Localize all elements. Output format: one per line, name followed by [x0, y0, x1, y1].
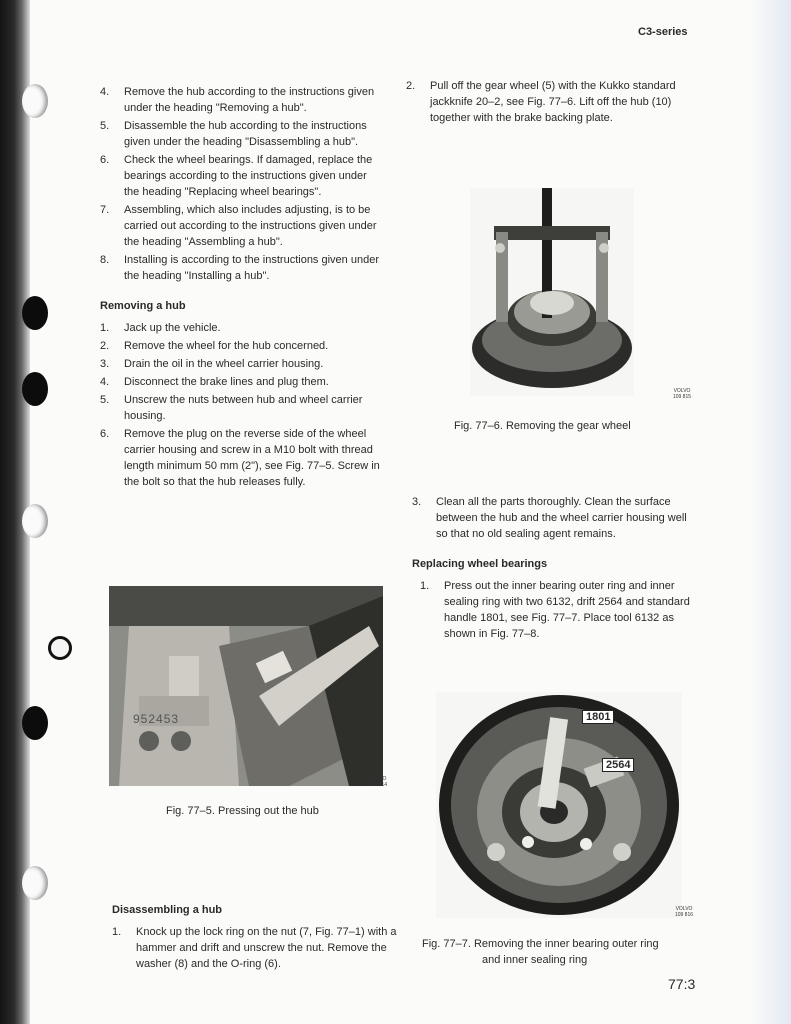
binder-ring [48, 636, 72, 660]
step-number: 4. [100, 376, 110, 388]
left-column-top [100, 84, 382, 492]
step-number: 1. [100, 322, 110, 334]
fig-77-5-photo [109, 586, 383, 786]
step-item [100, 84, 382, 116]
fig-77-7-caption-line1: Fig. 77–7. Removing the inner bearing outer ring [422, 938, 659, 950]
cleaning-steps-list [412, 494, 692, 542]
disassembling-hub-steps-list [112, 924, 398, 972]
step-number: 2. [100, 340, 110, 352]
step-item [420, 578, 692, 642]
step-item [406, 78, 688, 126]
fig-77-6-volvo-label: VOLVO 109 815 [672, 388, 692, 400]
step-item [100, 338, 382, 354]
step-number: 5. [100, 120, 110, 132]
step-item [100, 252, 382, 284]
replacing-bearings-heading: Replacing wheel bearings [412, 558, 548, 570]
bearing-removal-illustration [436, 692, 682, 918]
step-text: Remove the wheel for the hub concerned. [124, 340, 329, 352]
step-number: 7. [100, 204, 110, 216]
left-column-bottom [112, 890, 398, 974]
removing-hub-steps-list [100, 320, 382, 490]
removing-hub-heading: Removing a hub [100, 300, 186, 312]
hub-press-illustration [109, 586, 383, 786]
binder-hole [22, 372, 48, 406]
step-item [100, 392, 382, 424]
series-header: C3-series [638, 26, 688, 38]
overview-steps-list [100, 84, 382, 284]
step-text: Disassemble the hub according to the instructions given under the heading "Disassembling a hub". [124, 120, 367, 148]
step-item [100, 426, 382, 490]
binder-hole [22, 706, 48, 740]
binder-hole [22, 504, 48, 538]
step-text: Assembling, which also includes adjusting, is to be carried out according to the instructions given under the heading "Assembling a hub". [124, 204, 377, 248]
step-number: 3. [100, 358, 110, 370]
step-text: Knock up the lock ring on the nut (7, Fig. 77–1) with a hammer and drift and unscrew the nut. Remove the washer (8) and the O-ring (6). [136, 926, 397, 970]
fig-77-6-caption: Fig. 77–6. Removing the gear wheel [454, 420, 631, 432]
step-item [412, 494, 692, 542]
step-item [100, 202, 382, 250]
step-text: Remove the hub according to the instructions given under the heading "Removing a hub". [124, 86, 375, 114]
step-text: Disconnect the brake lines and plug them. [124, 376, 329, 388]
housing-stamp-number: 952453 [133, 712, 180, 726]
step-item [112, 924, 398, 972]
right-column-top [406, 78, 688, 128]
step-text: Check the wheel bearings. If damaged, replace the bearings according to the instructions given under the heading "Replacing wheel bearings". [124, 154, 373, 198]
fig-77-6-photo [470, 188, 634, 396]
gear-wheel-puller-illustration [470, 188, 634, 396]
step-item [100, 152, 382, 200]
fig-77-7-caption-line2: and inner sealing ring [482, 954, 588, 966]
step-text: Press out the inner bearing outer ring and inner sealing ring with two 6132, drift 2564 and standard handle 1801, see Fig. 77–7. Place tool 6132 as shown in Fig. 77–8. [444, 580, 690, 640]
step-text: Clean all the parts thoroughly. Clean the surface between the hub and the wheel carrier housing well so that no old sealing agent remains. [436, 496, 687, 540]
step-item [100, 356, 382, 372]
step-number: 6. [100, 428, 110, 440]
step-text: Drain the oil in the wheel carrier housing. [124, 358, 324, 370]
step-number: 6. [100, 154, 110, 166]
step-text: Pull off the gear wheel (5) with the Kukko standard jackknife 20–2, see Fig. 77–6. Lift off the hub (10) together with the brake backing plate. [430, 80, 676, 124]
step-number: 8. [100, 254, 110, 266]
fig-77-5-volvo-label: VOLVO 109 814 [368, 776, 388, 788]
step-text: Jack up the vehicle. [124, 322, 221, 334]
step-number: 5. [100, 394, 110, 406]
fig-77-7-photo [436, 692, 682, 918]
step-number: 3. [412, 496, 422, 508]
binder-hole [22, 296, 48, 330]
step-item [100, 374, 382, 390]
tool-label-2564: 2564 [602, 758, 634, 772]
step-text: Remove the plug on the reverse side of the wheel carrier housing and screw in a M10 bolt with thread length minimum 50 mm (2"), see Fig. 77–5. Screw in the bolt so that the hub releases fully. [124, 428, 380, 488]
binder-hole [22, 866, 48, 900]
step-number: 1. [420, 580, 430, 592]
page-right-edge [749, 0, 791, 1024]
disassembling-hub-heading: Disassembling a hub [112, 904, 223, 916]
right-column-middle [412, 494, 692, 644]
gear-removal-steps-list [406, 78, 688, 126]
fig-77-5-caption: Fig. 77–5. Pressing out the hub [166, 805, 319, 817]
page-number: 77:3 [668, 976, 696, 992]
step-number: 4. [100, 86, 110, 98]
step-text: Unscrew the nuts between hub and wheel carrier housing. [124, 394, 363, 422]
step-item [100, 320, 382, 336]
step-number: 2. [406, 80, 416, 92]
tool-label-1801: 1801 [582, 710, 614, 724]
replacing-bearings-steps-list [412, 578, 692, 642]
step-text: Installing is according to the instructions given under the heading "Installing a hub". [124, 254, 379, 282]
fig-77-7-volvo-label: VOLVO 109 816 [674, 906, 694, 918]
binder-hole [22, 84, 48, 118]
step-number: 1. [112, 926, 122, 938]
step-item [100, 118, 382, 150]
